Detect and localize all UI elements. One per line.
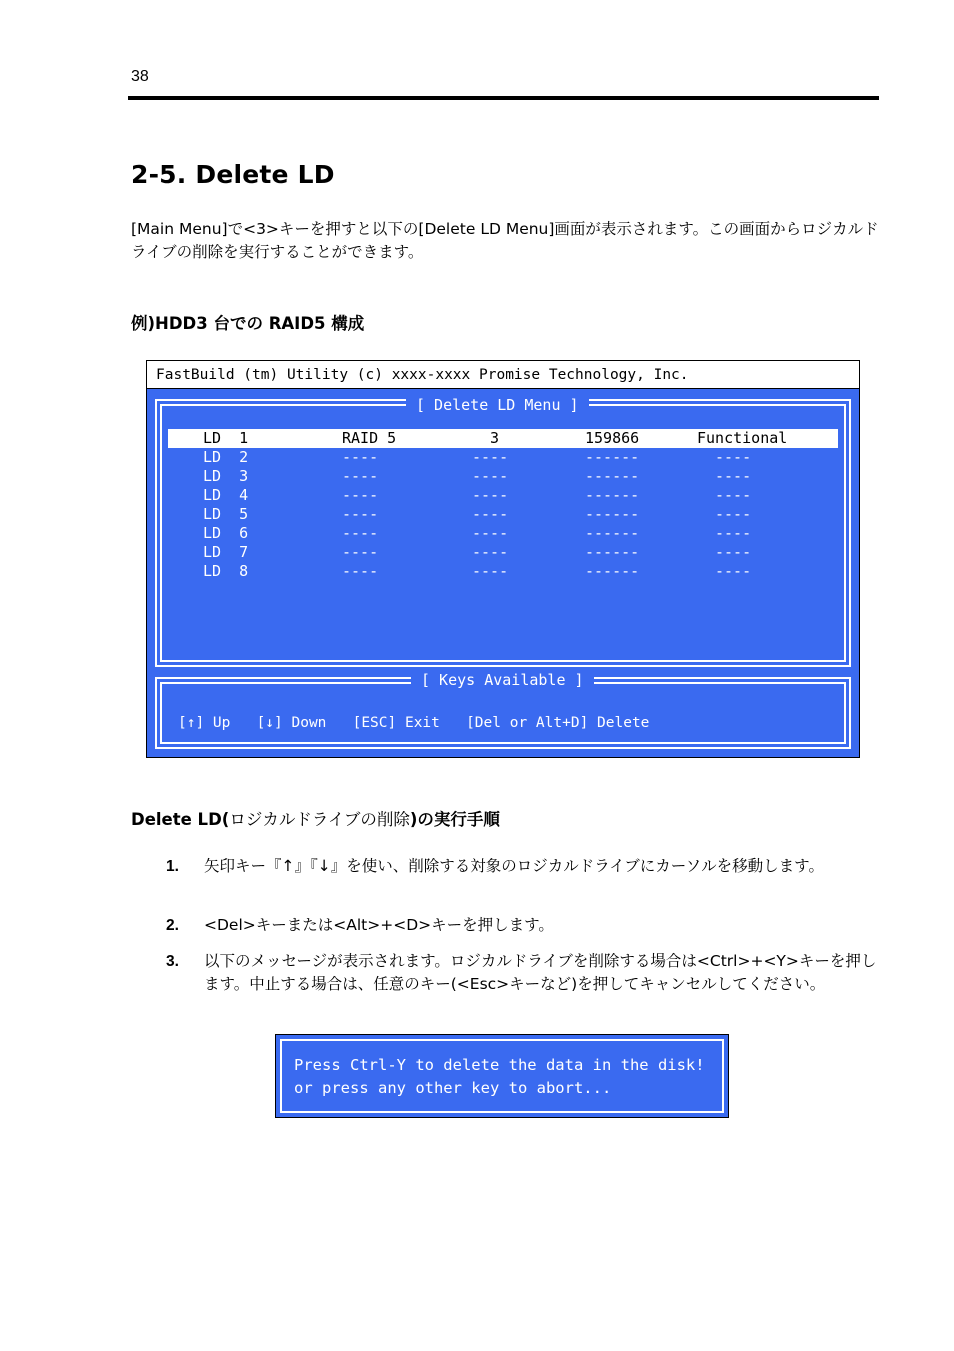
example-label: 例)HDD3 台での RAID5 構成 [131,314,365,333]
step-3: 3. 以下のメッセージが表示されます。ロジカルドライブを削除する場合は<Ctrl>+<Y>キーを押します。中止する場合は、任意のキー(<Esc>キーなど)を押してキャンセルしてください。 [166,952,877,993]
ld-row[interactable]: LD 4 ---- ---- ------ ---- [203,486,752,504]
ld-row[interactable]: LD 7 ---- ---- ------ ---- [203,543,752,561]
confirm-message-line-1: Press Ctrl-Y to delete the data in the disk! [294,1056,705,1074]
keys-available-title: [ Keys Available ] [411,670,594,690]
step-1: 1. 矢印キー『↑』『↓』を使い、削除する対象のロジカルドライブにカーソルを移動します。 [166,857,824,875]
keys-help-line: [↑] Up [↓] Down [ESC] Exit [Del or Alt+D] Delete [178,715,650,731]
step-2: 2. <Del>キーまたは<Alt>+<D>キーを押します。 [166,916,554,934]
utility-title-bar: FastBuild (tm) Utility (c) xxxx-xxxx Promise Technology, Inc. [147,361,859,389]
ld-row[interactable]: LD 2 ---- ---- ------ ---- [203,448,752,466]
page-number: 38 [131,68,149,85]
bios-screen [146,360,860,758]
delete-confirm-dialog [275,1034,729,1118]
delete-ld-menu-title: [ Delete LD Menu ] [406,395,589,415]
ld-row[interactable]: LD 3 ---- ---- ------ ---- [203,467,752,485]
header-rule [128,96,879,100]
ld-row-selected[interactable]: LD 1 RAID 5 3 159866 Functional [168,429,838,448]
confirm-message-line-2: or press any other key to abort... [294,1079,612,1097]
procedure-title: Delete LD(ロジカルドライブの削除)の実行手順 [131,810,500,829]
ld-row[interactable]: LD 5 ---- ---- ------ ---- [203,505,752,523]
section-title: 2-5. Delete LD [131,160,335,189]
ld-row[interactable]: LD 8 ---- ---- ------ ---- [203,562,752,580]
intro-paragraph: [Main Menu]で<3>キーを押すと以下の[Delete LD Menu]画面が表示されます。この画面からロジカルドライブの削除を実行することができます。 [131,220,879,261]
ld-row[interactable]: LD 6 ---- ---- ------ ---- [203,524,752,542]
